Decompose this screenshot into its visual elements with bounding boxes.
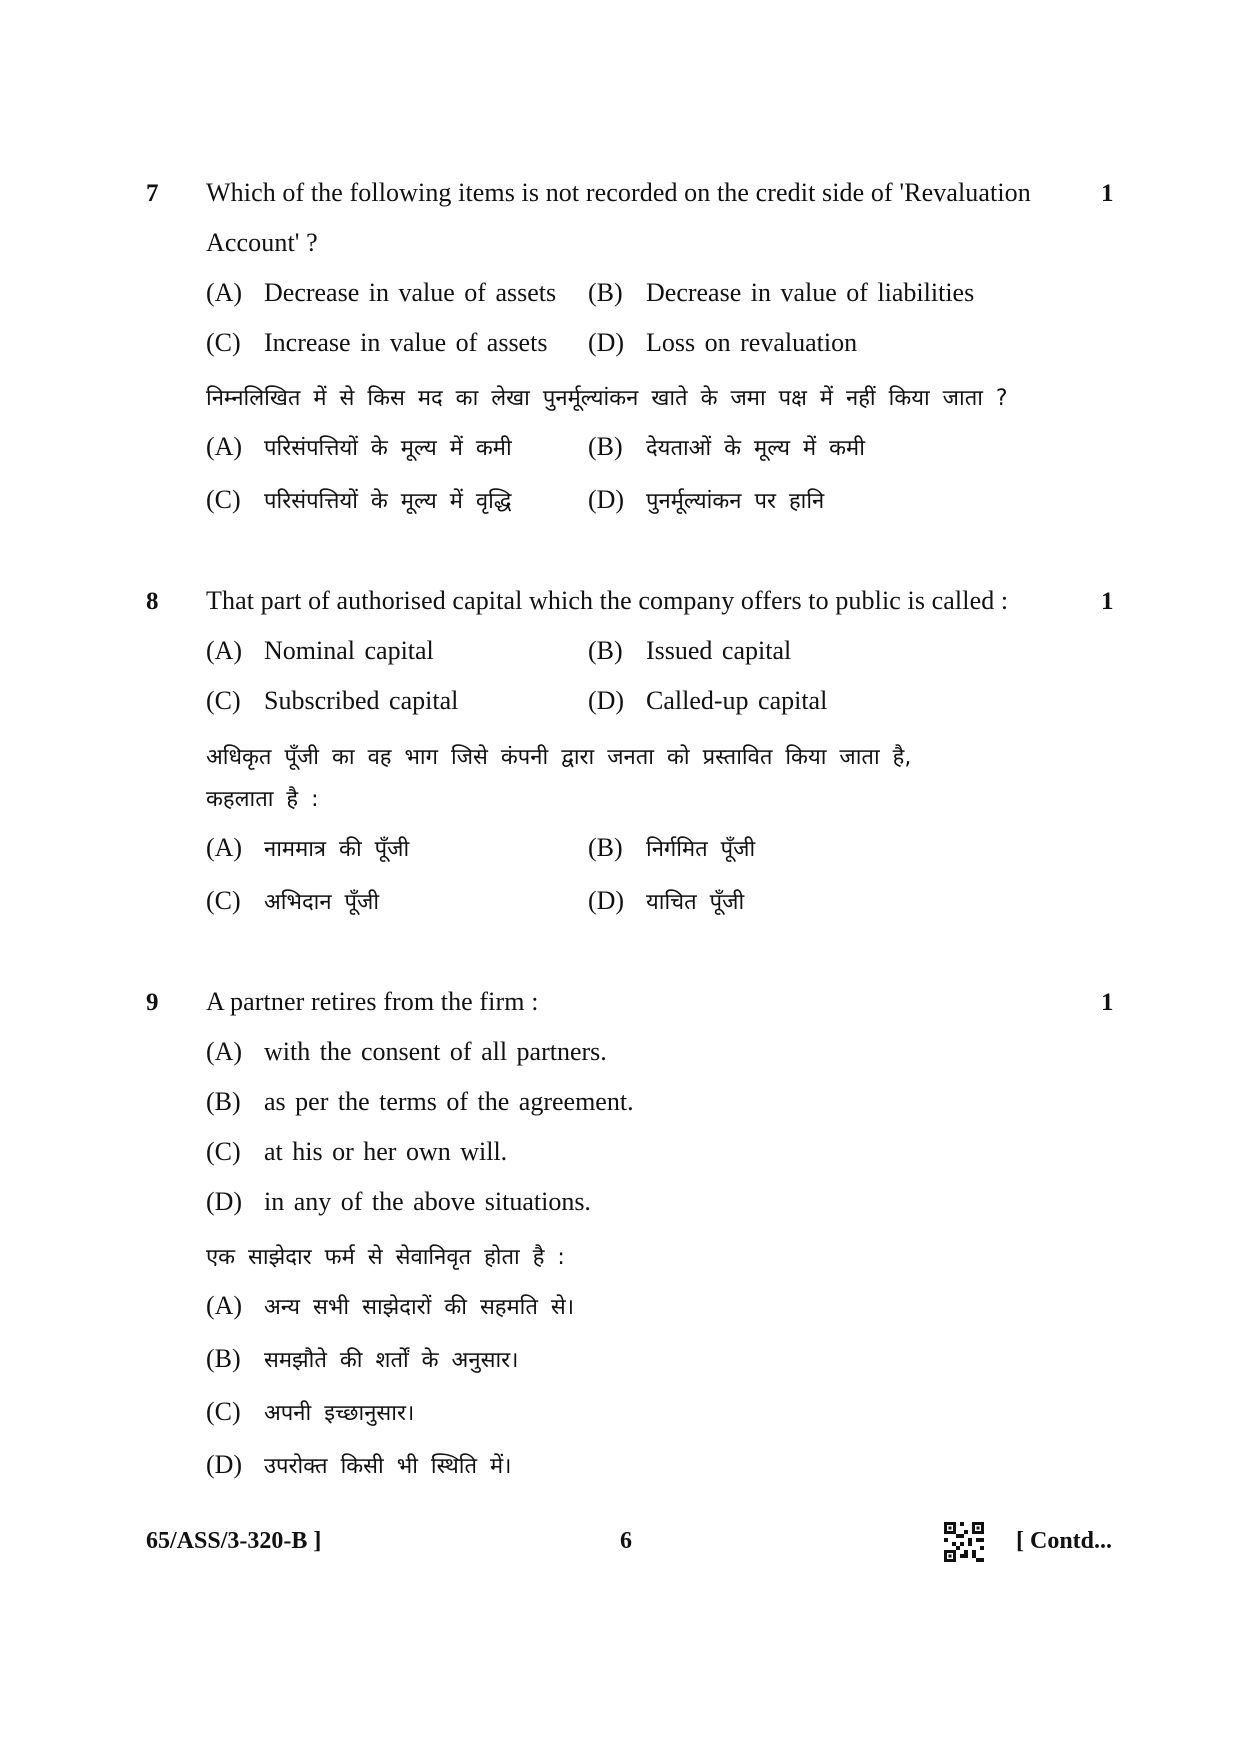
option-c-en: (C) at his or her own will. — [206, 1137, 508, 1166]
option-c-hi: (C) अभिदान पूँजी — [206, 886, 380, 915]
question-text-en: Which of the following items is not recorded on the credit side of 'Revaluation — [206, 178, 1031, 207]
option-d-en: (D) Called-up capital — [588, 686, 828, 715]
option-d-hi: (D) पुनर्मूल्यांकन पर हानि — [588, 485, 825, 514]
question-text-hi: एक साझेदार फर्म से सेवानिवृत होता है : — [206, 1245, 565, 1270]
option-a-en: (A) with the consent of all partners. — [206, 1037, 607, 1066]
option-d-hi: (D) उपरोक्त किसी भी स्थिति में। — [206, 1450, 512, 1479]
option-d-en: (D) in any of the above situations. — [206, 1187, 591, 1216]
option-a-hi: (A) नाममात्र की पूँजी — [206, 833, 410, 862]
page-number: 6 — [620, 1528, 632, 1554]
option-a-en: (A) Decrease in value of assets — [206, 278, 557, 307]
option-c-hi: (C) अपनी इच्छानुसार। — [206, 1397, 415, 1426]
question-number: 8 — [146, 588, 159, 615]
option-b-hi: (B) निर्गमित पूँजी — [588, 833, 756, 862]
qr-code-icon — [944, 1522, 984, 1562]
contd-label: [ Contd... — [1016, 1528, 1113, 1554]
question-text-en: A partner retires from the firm : — [206, 987, 539, 1016]
question-text-en: That part of authorised capital which the company offers to public is called : — [206, 586, 1009, 615]
question-text-hi: निम्नलिखित में से किस मद का लेखा पुनर्मूल्यांकन खाते के जमा पक्ष में नहीं किया जाता ? — [206, 386, 1008, 411]
paper-code: 65/ASS/3-320-B ] — [146, 1528, 322, 1554]
option-b-en: (B) Decrease in value of liabilities — [588, 278, 975, 307]
option-b-en: (B) as per the terms of the agreement. — [206, 1087, 634, 1116]
option-d-en: (D) Loss on revaluation — [588, 328, 858, 357]
question-text-hi-cont: कहलाता है : — [206, 787, 319, 812]
question-number: 7 — [146, 180, 159, 207]
question-marks: 1 — [1101, 588, 1114, 615]
option-b-hi: (B) देयताओं के मूल्य में कमी — [588, 432, 865, 461]
option-b-en: (B) Issued capital — [588, 636, 792, 665]
option-a-hi: (A) परिसंपत्तियों के मूल्य में कमी — [206, 432, 512, 461]
option-d-hi: (D) याचित पूँजी — [588, 886, 745, 915]
option-a-en: (A) Nominal capital — [206, 636, 434, 665]
option-c-en: (C) Subscribed capital — [206, 686, 459, 715]
question-marks: 1 — [1101, 989, 1114, 1016]
question-number: 9 — [146, 989, 159, 1016]
option-c-hi: (C) परिसंपत्तियों के मूल्य में वृद्धि — [206, 485, 512, 514]
option-a-hi: (A) अन्य सभी साझेदारों की सहमति से। — [206, 1291, 575, 1320]
question-marks: 1 — [1101, 180, 1114, 207]
question-text-hi: अधिकृत पूँजी का वह भाग जिसे कंपनी द्वारा जनता को प्रस्तावित किया जाता है, — [206, 745, 912, 770]
question-text-en-cont: Account' ? — [206, 228, 318, 257]
option-c-en: (C) Increase in value of assets — [206, 328, 548, 357]
option-b-hi: (B) समझौते की शर्तों के अनुसार। — [206, 1344, 519, 1373]
